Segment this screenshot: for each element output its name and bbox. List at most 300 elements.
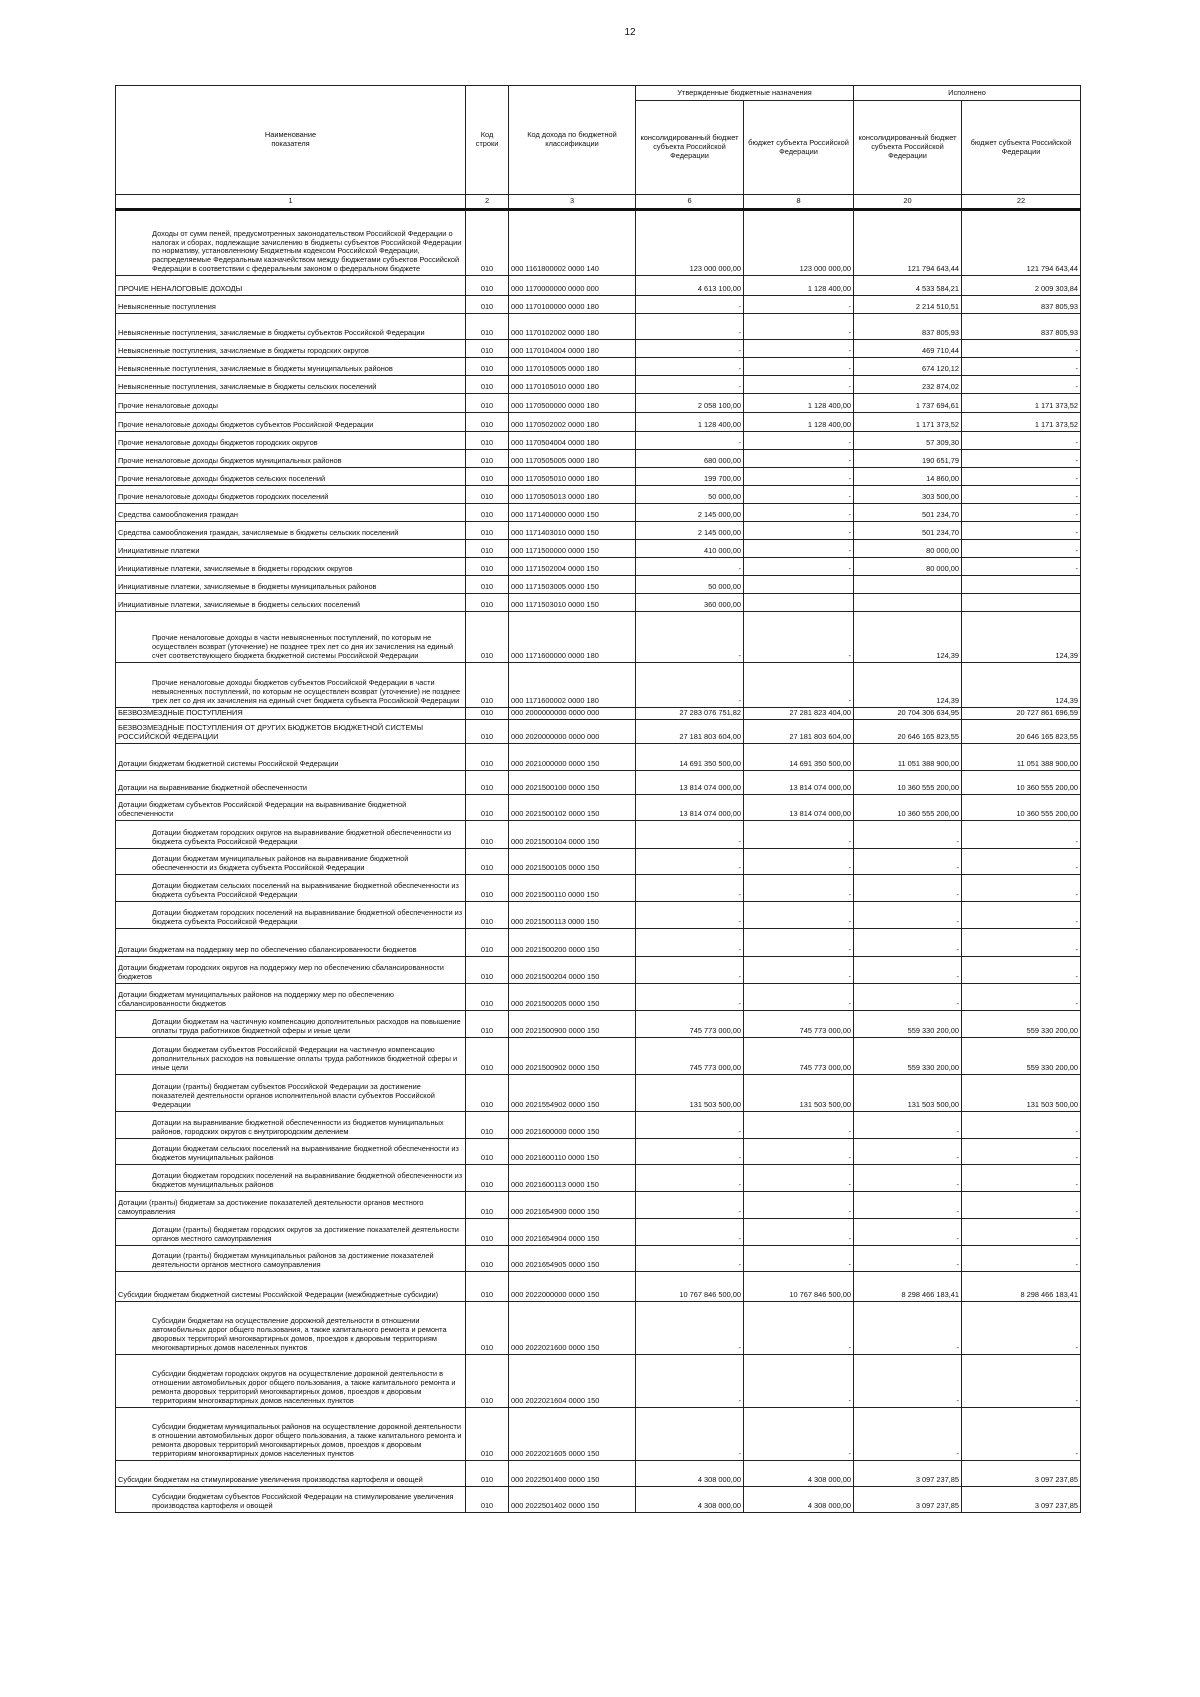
table-cell-kbk: 000 1170105010 0000 180 <box>509 376 636 394</box>
table-cell-approved-subject: 14 691 350 500,00 <box>744 743 854 770</box>
table-cell-executed-subject: - <box>962 450 1081 468</box>
table-cell-executed-subject <box>962 576 1081 594</box>
table-cell-executed-subject: - <box>962 1301 1081 1354</box>
table-cell-name: Инициативные платежи, зачисляемые в бюджеты сельских поселений <box>116 594 466 612</box>
table-row <box>116 663 1081 708</box>
table-cell-executed-consolidated: 20 704 306 634,95 <box>854 708 962 720</box>
table-cell-name: БЕЗВОЗМЕЗДНЫЕ ПОСТУПЛЕНИЯ ОТ ДРУГИХ БЮДЖЕТОВ БЮДЖЕТНОЙ СИСТЕМЫ РОССИЙСКОЙ ФЕДЕРАЦИИ <box>116 719 466 743</box>
table-cell-executed-subject: 131 503 500,00 <box>962 1074 1081 1111</box>
table-cell-row-code: 010 <box>466 1191 509 1218</box>
table-row <box>116 1191 1081 1218</box>
table-cell-approved-consolidated: 360 000,00 <box>636 594 744 612</box>
table-cell-executed-consolidated: 1 737 694,61 <box>854 394 962 413</box>
table-cell-kbk: 000 1170500000 0000 180 <box>509 394 636 413</box>
table-cell-executed-subject: - <box>962 432 1081 450</box>
table-cell-approved-subject: 1 128 400,00 <box>744 394 854 413</box>
table-cell-row-code: 010 <box>466 276 509 296</box>
table-cell-kbk: 000 1171503010 0000 150 <box>509 594 636 612</box>
table-cell-kbk: 000 1170505010 0000 180 <box>509 468 636 486</box>
table-cell-name: ПРОЧИЕ НЕНАЛОГОВЫЕ ДОХОДЫ <box>116 276 466 296</box>
table-cell-name: Невыясненные поступления, зачисляемые в бюджеты сельских поселений <box>116 376 466 394</box>
table-cell-approved-consolidated: 14 691 350 500,00 <box>636 743 744 770</box>
table-cell-row-code: 010 <box>466 468 509 486</box>
table-cell-approved-subject: 1 128 400,00 <box>744 276 854 296</box>
table-cell-name: Дотации бюджетам муниципальных районов на выравнивание бюджетной обеспеченности из бюджета субъекта Российской Федерации <box>116 848 466 874</box>
table-row <box>116 486 1081 504</box>
table-cell-executed-subject: - <box>962 1354 1081 1407</box>
budget-execution-table <box>115 85 1081 1513</box>
table-cell-executed-consolidated: 8 298 466 183,41 <box>854 1271 962 1301</box>
table-cell-name: Дотации бюджетам городских округов на выравнивание бюджетной обеспеченности из бюджета субъекта Российской Федерации <box>116 820 466 848</box>
table-cell-kbk: 000 2020000000 0000 000 <box>509 719 636 743</box>
table-cell-kbk: 000 1171502004 0000 150 <box>509 558 636 576</box>
table-row <box>116 358 1081 376</box>
table-cell-approved-consolidated: - <box>636 358 744 376</box>
table-cell-row-code: 010 <box>466 743 509 770</box>
table-cell-name: Дотации (гранты) бюджетам городских округов за достижение показателей деятельности органов местного самоуправления <box>116 1218 466 1245</box>
table-cell-name: Инициативные платежи <box>116 540 466 558</box>
table-cell-kbk: 000 2022501400 0000 150 <box>509 1460 636 1486</box>
table-cell-approved-subject: - <box>744 983 854 1010</box>
table-cell-executed-subject: 20 646 165 823,55 <box>962 719 1081 743</box>
table-cell-row-code: 010 <box>466 486 509 504</box>
table-row <box>116 413 1081 432</box>
table-cell-executed-consolidated: - <box>854 1218 962 1245</box>
table-cell-executed-subject: 8 298 466 183,41 <box>962 1271 1081 1301</box>
table-cell-approved-subject: - <box>744 928 854 956</box>
table-cell-approved-subject: - <box>744 874 854 901</box>
table-cell-name: Прочие неналоговые доходы <box>116 394 466 413</box>
table-cell-row-code: 010 <box>466 1354 509 1407</box>
table-cell-executed-consolidated: 190 651,79 <box>854 450 962 468</box>
table-row <box>116 504 1081 522</box>
table-cell-approved-subject: - <box>744 558 854 576</box>
table-cell-name: Инициативные платежи, зачисляемые в бюджеты городских округов <box>116 558 466 576</box>
table-cell-executed-consolidated: 131 503 500,00 <box>854 1074 962 1111</box>
table-cell-approved-consolidated: 1 128 400,00 <box>636 413 744 432</box>
table-cell-kbk: 000 2022021600 0000 150 <box>509 1301 636 1354</box>
table-cell-name: Дотации бюджетам сельских поселений на выравнивание бюджетной обеспеченности из бюджета субъекта Российской Федерации <box>116 874 466 901</box>
table-row <box>116 770 1081 794</box>
table-cell-approved-consolidated: - <box>636 928 744 956</box>
table-row <box>116 1218 1081 1245</box>
table-cell-executed-consolidated: 80 000,00 <box>854 540 962 558</box>
table-cell-row-code: 010 <box>466 358 509 376</box>
table-cell-executed-consolidated: 10 360 555 200,00 <box>854 770 962 794</box>
table-cell-approved-subject: - <box>744 1138 854 1164</box>
table-cell-executed-consolidated: 559 330 200,00 <box>854 1010 962 1037</box>
table-cell-executed-consolidated: - <box>854 1191 962 1218</box>
table-cell-name: БЕЗВОЗМЕЗДНЫЕ ПОСТУПЛЕНИЯ <box>116 708 466 720</box>
table-row <box>116 314 1081 340</box>
table-cell-approved-consolidated: - <box>636 1301 744 1354</box>
table-cell-executed-consolidated <box>854 594 962 612</box>
table-cell-executed-subject: 1 171 373,52 <box>962 413 1081 432</box>
table-cell-approved-subject: - <box>744 1111 854 1138</box>
table-cell-approved-consolidated: 680 000,00 <box>636 450 744 468</box>
table-cell-executed-consolidated: - <box>854 874 962 901</box>
table-cell-approved-consolidated: 50 000,00 <box>636 576 744 594</box>
table-cell-approved-consolidated: 4 308 000,00 <box>636 1486 744 1512</box>
table-cell-executed-subject: - <box>962 376 1081 394</box>
table-cell-executed-consolidated <box>854 576 962 594</box>
table-cell-approved-subject: - <box>744 450 854 468</box>
table-cell-approved-consolidated: - <box>636 1164 744 1191</box>
header-executed-subject: бюджет субъекта Российской Федерации <box>962 101 1081 195</box>
table-header <box>116 86 1081 210</box>
table-cell-kbk: 000 1170102002 0000 180 <box>509 314 636 340</box>
table-cell-executed-consolidated: - <box>854 1407 962 1460</box>
table-cell-executed-consolidated: 121 794 643,44 <box>854 210 962 276</box>
table-cell-approved-consolidated: - <box>636 296 744 314</box>
table-cell-kbk: 000 1170100000 0000 180 <box>509 296 636 314</box>
table-cell-approved-subject: - <box>744 1407 854 1460</box>
header-approved-subject: бюджет субъекта Российской Федерации <box>744 101 854 195</box>
table-cell-name: Дотации на выравнивание бюджетной обеспеченности из бюджетов муниципальных районов, городских округов с внутригородским делением <box>116 1111 466 1138</box>
table-cell-executed-subject: 837 805,93 <box>962 314 1081 340</box>
table-row <box>116 394 1081 413</box>
table-cell-executed-consolidated: 469 710,44 <box>854 340 962 358</box>
column-number: 22 <box>962 195 1081 210</box>
table-cell-approved-subject: 10 767 846 500,00 <box>744 1271 854 1301</box>
table-cell-kbk: 000 1171600000 0000 180 <box>509 612 636 663</box>
table-cell-approved-subject: - <box>744 314 854 340</box>
table-cell-approved-consolidated: 2 058 100,00 <box>636 394 744 413</box>
table-cell-row-code: 010 <box>466 210 509 276</box>
table-cell-approved-subject: - <box>744 612 854 663</box>
table-cell-executed-consolidated: - <box>854 1245 962 1271</box>
table-row <box>116 340 1081 358</box>
table-row <box>116 848 1081 874</box>
table-row <box>116 708 1081 720</box>
table-cell-executed-subject: - <box>962 874 1081 901</box>
table-cell-approved-consolidated: - <box>636 848 744 874</box>
table-cell-approved-consolidated: - <box>636 376 744 394</box>
table-cell-approved-consolidated: 199 700,00 <box>636 468 744 486</box>
table-cell-row-code: 010 <box>466 504 509 522</box>
column-number: 1 <box>116 195 466 210</box>
table-cell-approved-subject: - <box>744 1354 854 1407</box>
table-cell-row-code: 010 <box>466 794 509 820</box>
table-cell-approved-subject: - <box>744 432 854 450</box>
header-name: Наименование показателя <box>116 86 466 195</box>
table-cell-approved-consolidated: - <box>636 874 744 901</box>
table-cell-approved-subject: - <box>744 486 854 504</box>
table-cell-executed-subject: 559 330 200,00 <box>962 1037 1081 1074</box>
table-cell-executed-subject: - <box>962 358 1081 376</box>
table-cell-approved-subject <box>744 576 854 594</box>
table-cell-executed-subject: 559 330 200,00 <box>962 1010 1081 1037</box>
table-cell-name: Средства самообложения граждан, зачисляемые в бюджеты сельских поселений <box>116 522 466 540</box>
table-cell-approved-consolidated: 2 145 000,00 <box>636 522 744 540</box>
table-cell-executed-consolidated: 303 500,00 <box>854 486 962 504</box>
header-executed-consolidated: консолидированный бюджет субъекта Российской Федерации <box>854 101 962 195</box>
table-cell-approved-subject: 1 128 400,00 <box>744 413 854 432</box>
table-cell-name: Доходы от сумм пеней, предусмотренных законодательством Российской Федерации о налогах и сборах, подлежащие зачислению в бюджеты субъектов Российской Федерации по нормативу, установленному Бюджетным кодексом Российской Федерации, распределяемые Федеральным казначейством между бюджетами субъектов Российской Федерации в соответствии с федеральным законом о федеральном бюджете <box>116 210 466 276</box>
table-cell-row-code: 010 <box>466 540 509 558</box>
table-cell-kbk: 000 2021500105 0000 150 <box>509 848 636 874</box>
table-row <box>116 1407 1081 1460</box>
table-cell-name: Средства самообложения граждан <box>116 504 466 522</box>
table-cell-kbk: 000 2021500113 0000 150 <box>509 901 636 928</box>
table-cell-row-code: 010 <box>466 522 509 540</box>
table-cell-row-code: 010 <box>466 1460 509 1486</box>
table-row <box>116 450 1081 468</box>
table-cell-approved-consolidated: 410 000,00 <box>636 540 744 558</box>
table-cell-kbk: 000 2021500102 0000 150 <box>509 794 636 820</box>
table-cell-approved-consolidated: - <box>636 983 744 1010</box>
table-row <box>116 468 1081 486</box>
table-cell-approved-consolidated: 745 773 000,00 <box>636 1010 744 1037</box>
table-cell-name: Прочие неналоговые доходы бюджетов муниципальных районов <box>116 450 466 468</box>
table-row <box>116 928 1081 956</box>
table-cell-kbk: 000 2021654900 0000 150 <box>509 1191 636 1218</box>
table-cell-executed-subject: 3 097 237,85 <box>962 1486 1081 1512</box>
table-cell-approved-subject: - <box>744 1245 854 1271</box>
table-cell-executed-consolidated: 124,39 <box>854 663 962 708</box>
table-row <box>116 1074 1081 1111</box>
table-cell-kbk: 000 1171400000 0000 150 <box>509 504 636 522</box>
table-row <box>116 794 1081 820</box>
table-cell-approved-consolidated: 13 814 074 000,00 <box>636 770 744 794</box>
table-cell-executed-subject: - <box>962 1191 1081 1218</box>
column-number: 3 <box>509 195 636 210</box>
table-cell-executed-consolidated: - <box>854 956 962 983</box>
table-cell-name: Невыясненные поступления, зачисляемые в бюджеты городских округов <box>116 340 466 358</box>
table-cell-executed-consolidated: 2 214 510,51 <box>854 296 962 314</box>
table-cell-approved-subject: - <box>744 901 854 928</box>
table-row <box>116 594 1081 612</box>
column-number: 8 <box>744 195 854 210</box>
table-cell-approved-subject: - <box>744 522 854 540</box>
table-row <box>116 1111 1081 1138</box>
table-cell-approved-consolidated: - <box>636 558 744 576</box>
table-cell-executed-subject: - <box>962 956 1081 983</box>
table-cell-executed-consolidated: 3 097 237,85 <box>854 1486 962 1512</box>
column-number: 2 <box>466 195 509 210</box>
header-approved-consolidated: консолидированный бюджет субъекта Российской Федерации <box>636 101 744 195</box>
table-cell-executed-consolidated: - <box>854 820 962 848</box>
table-cell-row-code: 010 <box>466 1271 509 1301</box>
table-cell-executed-consolidated: - <box>854 1164 962 1191</box>
header-approved-group: Утвержденные бюджетные назначения <box>636 86 854 101</box>
table-cell-approved-consolidated: 27 181 803 604,00 <box>636 719 744 743</box>
table-cell-kbk: 000 2021500200 0000 150 <box>509 928 636 956</box>
table-cell-kbk: 000 1170104004 0000 180 <box>509 340 636 358</box>
table-cell-kbk: 000 2021500204 0000 150 <box>509 956 636 983</box>
table-cell-executed-subject: - <box>962 1138 1081 1164</box>
table-cell-executed-subject: - <box>962 1218 1081 1245</box>
table-cell-approved-consolidated: 50 000,00 <box>636 486 744 504</box>
table-cell-kbk: 000 2021500205 0000 150 <box>509 983 636 1010</box>
table-cell-name: Прочие неналоговые доходы бюджетов сельских поселений <box>116 468 466 486</box>
table-cell-row-code: 010 <box>466 1037 509 1074</box>
table-cell-executed-subject: 11 051 388 900,00 <box>962 743 1081 770</box>
table-cell-approved-subject: - <box>744 468 854 486</box>
table-cell-row-code: 010 <box>466 314 509 340</box>
table-cell-name: Субсидии бюджетам бюджетной системы Российской Федерации (межбюджетные субсидии) <box>116 1271 466 1301</box>
table-cell-name: Инициативные платежи, зачисляемые в бюджеты муниципальных районов <box>116 576 466 594</box>
table-row <box>116 1486 1081 1512</box>
table-cell-approved-consolidated: - <box>636 612 744 663</box>
table-cell-executed-subject: - <box>962 504 1081 522</box>
table-row <box>116 1037 1081 1074</box>
table-cell-executed-consolidated: 501 234,70 <box>854 522 962 540</box>
table-cell-kbk: 000 1171403010 0000 150 <box>509 522 636 540</box>
table-cell-executed-subject: - <box>962 901 1081 928</box>
table-cell-kbk: 000 1170505005 0000 180 <box>509 450 636 468</box>
table-cell-kbk: 000 1170504004 0000 180 <box>509 432 636 450</box>
table-cell-approved-consolidated: 27 283 076 751,82 <box>636 708 744 720</box>
table-row <box>116 540 1081 558</box>
table-cell-kbk: 000 1170502002 0000 180 <box>509 413 636 432</box>
table-cell-approved-subject: - <box>744 820 854 848</box>
table-cell-executed-subject: - <box>962 468 1081 486</box>
table-cell-name: Дотации бюджетам сельских поселений на выравнивание бюджетной обеспеченности из бюджетов муниципальных районов <box>116 1138 466 1164</box>
table-cell-executed-subject: 124,39 <box>962 663 1081 708</box>
table-row <box>116 296 1081 314</box>
table-cell-kbk: 000 1170105005 0000 180 <box>509 358 636 376</box>
table-cell-kbk: 000 2021500900 0000 150 <box>509 1010 636 1037</box>
table-cell-approved-consolidated: - <box>636 1407 744 1460</box>
table-row <box>116 820 1081 848</box>
table-cell-executed-consolidated: 837 805,93 <box>854 314 962 340</box>
table-cell-approved-consolidated: 745 773 000,00 <box>636 1037 744 1074</box>
table-cell-name: Невыясненные поступления, зачисляемые в бюджеты субъектов Российской Федерации <box>116 314 466 340</box>
table-cell-kbk: 000 2021654904 0000 150 <box>509 1218 636 1245</box>
table-cell-approved-consolidated: - <box>636 956 744 983</box>
table-cell-executed-consolidated: 674 120,12 <box>854 358 962 376</box>
table-cell-kbk: 000 2021554902 0000 150 <box>509 1074 636 1111</box>
table-cell-approved-subject: - <box>744 848 854 874</box>
table-cell-executed-consolidated: 57 309,30 <box>854 432 962 450</box>
table-cell-executed-consolidated: 10 360 555 200,00 <box>854 794 962 820</box>
table-cell-executed-consolidated: - <box>854 1111 962 1138</box>
table-cell-row-code: 010 <box>466 708 509 720</box>
table-cell-approved-subject <box>744 594 854 612</box>
table-cell-approved-subject: 4 308 000,00 <box>744 1460 854 1486</box>
table-cell-row-code: 010 <box>466 874 509 901</box>
table-cell-name: Дотации бюджетам городских поселений на выравнивание бюджетной обеспеченности из бюджетов муниципальных районов <box>116 1164 466 1191</box>
table-cell-name: Дотации бюджетам на частичную компенсацию дополнительных расходов на повышение оплаты труда работников бюджетной сферы и иные цели <box>116 1010 466 1037</box>
table-cell-name: Невыясненные поступления <box>116 296 466 314</box>
table-cell-kbk: 000 1171600002 0000 180 <box>509 663 636 708</box>
table-cell-kbk: 000 2022000000 0000 150 <box>509 1271 636 1301</box>
table-cell-executed-subject: 1 171 373,52 <box>962 394 1081 413</box>
table-cell-row-code: 010 <box>466 1301 509 1354</box>
table-cell-approved-subject: 27 181 803 604,00 <box>744 719 854 743</box>
table-row <box>116 901 1081 928</box>
table-cell-row-code: 010 <box>466 594 509 612</box>
table-cell-executed-subject: - <box>962 540 1081 558</box>
table-cell-row-code: 010 <box>466 432 509 450</box>
table-cell-approved-subject: - <box>744 1191 854 1218</box>
table-row <box>116 1138 1081 1164</box>
table-cell-name: Дотации (гранты) бюджетам за достижение показателей деятельности органов местного самоуправления <box>116 1191 466 1218</box>
table-cell-kbk: 000 1171500000 0000 150 <box>509 540 636 558</box>
table-cell-name: Дотации на выравнивание бюджетной обеспеченности <box>116 770 466 794</box>
table-cell-row-code: 010 <box>466 956 509 983</box>
table-cell-executed-consolidated: 501 234,70 <box>854 504 962 522</box>
table-cell-row-code: 010 <box>466 1010 509 1037</box>
table-cell-executed-consolidated: 14 860,00 <box>854 468 962 486</box>
table-cell-kbk: 000 2021500100 0000 150 <box>509 770 636 794</box>
table-row <box>116 612 1081 663</box>
table-cell-name: Прочие неналоговые доходы бюджетов субъектов Российской Федерации <box>116 413 466 432</box>
table-row <box>116 210 1081 276</box>
table-cell-row-code: 010 <box>466 576 509 594</box>
table-row <box>116 276 1081 296</box>
table-row <box>116 376 1081 394</box>
table-row <box>116 558 1081 576</box>
table-cell-kbk: 000 2021500110 0000 150 <box>509 874 636 901</box>
table-cell-executed-consolidated: - <box>854 848 962 874</box>
table-cell-name: Дотации бюджетам бюджетной системы Российской Федерации <box>116 743 466 770</box>
table-cell-approved-subject: - <box>744 1164 854 1191</box>
table-cell-executed-subject: - <box>962 1245 1081 1271</box>
header-kbk: Код дохода по бюджетной классификации <box>509 86 636 195</box>
table-cell-kbk: 000 2021654905 0000 150 <box>509 1245 636 1271</box>
table-row <box>116 983 1081 1010</box>
table-cell-name: Дотации бюджетам субъектов Российской Федерации на выравнивание бюджетной обеспеченности <box>116 794 466 820</box>
table-cell-kbk: 000 2021600110 0000 150 <box>509 1138 636 1164</box>
table-cell-executed-subject: 3 097 237,85 <box>962 1460 1081 1486</box>
table-row <box>116 576 1081 594</box>
table-cell-executed-subject: - <box>962 928 1081 956</box>
table-cell-approved-consolidated: 13 814 074 000,00 <box>636 794 744 820</box>
table-body <box>116 210 1081 1513</box>
column-number: 20 <box>854 195 962 210</box>
table-cell-name: Дотации бюджетам муниципальных районов на поддержку мер по обеспечению сбалансированности бюджетов <box>116 983 466 1010</box>
table-cell-row-code: 010 <box>466 1245 509 1271</box>
page-number: 12 <box>624 27 636 38</box>
table-cell-approved-consolidated: - <box>636 820 744 848</box>
table-cell-name: Прочие неналоговые доходы бюджетов городских поселений <box>116 486 466 504</box>
table-cell-executed-subject <box>962 594 1081 612</box>
table-cell-executed-subject: 837 805,93 <box>962 296 1081 314</box>
table-row <box>116 956 1081 983</box>
table-row <box>116 1245 1081 1271</box>
table-cell-name: Дотации бюджетам субъектов Российской Федерации на частичную компенсацию дополнительных расходов на повышение оплаты труда работников бюджетной сферы и иные цели <box>116 1037 466 1074</box>
table-cell-row-code: 010 <box>466 413 509 432</box>
table-cell-approved-subject: 4 308 000,00 <box>744 1486 854 1512</box>
table-cell-executed-subject: - <box>962 1111 1081 1138</box>
table-cell-executed-subject: 10 360 555 200,00 <box>962 794 1081 820</box>
table-cell-executed-consolidated: 124,39 <box>854 612 962 663</box>
table-row <box>116 522 1081 540</box>
table-cell-approved-consolidated: - <box>636 1191 744 1218</box>
table-cell-name: Прочие неналоговые доходы в части невыясненных поступлений, по которым не осуществлен возврат (уточнение) не позднее трех лет со дня их зачисления на единый счет соответствующего бюджета бюджетной системы Российской Федерации <box>116 612 466 663</box>
table-cell-approved-consolidated: 123 000 000,00 <box>636 210 744 276</box>
table-cell-approved-consolidated: - <box>636 901 744 928</box>
table-cell-approved-consolidated: - <box>636 340 744 358</box>
table-cell-name: Субсидии бюджетам на стимулирование увеличения производства картофеля и овощей <box>116 1460 466 1486</box>
table-cell-kbk: 000 1161800002 0000 140 <box>509 210 636 276</box>
table-cell-kbk: 000 2021600113 0000 150 <box>509 1164 636 1191</box>
table-cell-row-code: 010 <box>466 612 509 663</box>
table-cell-row-code: 010 <box>466 450 509 468</box>
table-cell-executed-subject: - <box>962 486 1081 504</box>
table-cell-kbk: 000 2021600000 0000 150 <box>509 1111 636 1138</box>
table-cell-approved-subject: 13 814 074 000,00 <box>744 770 854 794</box>
table-cell-row-code: 010 <box>466 1486 509 1512</box>
table-cell-approved-subject: - <box>744 358 854 376</box>
table-cell-approved-subject: - <box>744 1301 854 1354</box>
table-cell-executed-subject: 2 009 303,84 <box>962 276 1081 296</box>
table-cell-kbk: 000 2022021605 0000 150 <box>509 1407 636 1460</box>
table-cell-row-code: 010 <box>466 820 509 848</box>
table-cell-name: Дотации бюджетам городских поселений на выравнивание бюджетной обеспеченности из бюджета субъекта Российской Федерации <box>116 901 466 928</box>
